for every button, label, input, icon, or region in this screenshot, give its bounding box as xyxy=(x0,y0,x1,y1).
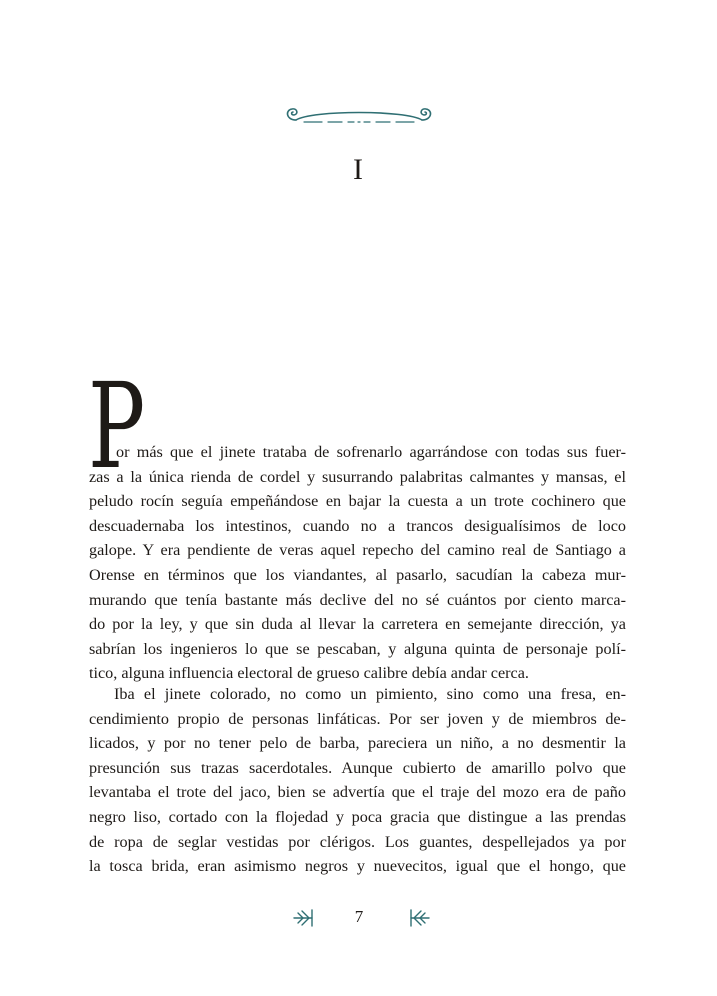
text-line: galope. Y era pendiente de veras aquel repecho del camino real de Santiago a xyxy=(89,541,626,560)
text-line: negro liso, cortado con la flojedad y poca gracia que distingue a las prendas xyxy=(89,807,626,826)
scroll-banner-ornament-icon xyxy=(282,98,436,130)
drop-cap: P xyxy=(88,357,146,495)
fleuron-arrow-left-icon xyxy=(410,908,430,928)
text-line: presunción sus trazas sacerdotales. Aunque cubierto de amarillo polvo que xyxy=(89,758,626,777)
text-line: or más que el jinete trataba de sofrenarlo agarrándose con todas sus fuer- xyxy=(116,443,626,461)
text-line: levantaba el trote del jaco, bien se advertía que el traje del mozo era de paño xyxy=(89,783,626,802)
page-number: 7 xyxy=(354,907,364,926)
text-line: murando que tenía bastante más declive del no sé cuántos por ciento marca- xyxy=(89,590,626,609)
text-line: Orense en términos que los viandantes, al pasarlo, sacudían la cabeza mur- xyxy=(89,565,626,584)
text-line: cendimiento propio de personas linfáticas. Por ser joven y de miembros de- xyxy=(89,709,626,728)
text-line: de ropa de seglar vestidas por clérigos. Los guantes, despellejados ya por xyxy=(89,832,626,851)
page-footer xyxy=(0,902,717,932)
text-line: do por la ley, y que sin duda al llevar la carretera en semejante dirección, ya xyxy=(89,615,626,634)
text-line: la tosca brida, eran asimismo negros y nuevecitos, igual que el hongo, que xyxy=(89,857,626,876)
text-line: Iba el jinete colorado, no como un pimiento, sino como una fresa, en- xyxy=(114,685,626,703)
text-line: sabrían los ingenieros lo que se pescaban, y alguna quinta de personaje polí- xyxy=(89,639,626,658)
fleuron-arrow-right-icon xyxy=(293,908,313,928)
text-line: zas a la única rienda de cordel y susurrando palabritas calmantes y mansas, el xyxy=(89,467,626,486)
text-line: descuadernaba los intestinos, cuando no a trancos desigualísimos de loco xyxy=(89,516,626,535)
paragraph-2 xyxy=(89,682,626,879)
paragraph-1 xyxy=(89,440,626,686)
text-line: licados, y por no tener pelo de barba, pareciera un niño, a no desmentir la xyxy=(89,734,626,753)
text-line: peludo rocín seguía empeñándose en bajar la cuesta a un trote cochinero que xyxy=(89,492,626,511)
text-line: tico, alguna influencia electoral de grueso calibre debía andar cerca. xyxy=(89,664,529,683)
chapter-number: I xyxy=(353,153,364,186)
